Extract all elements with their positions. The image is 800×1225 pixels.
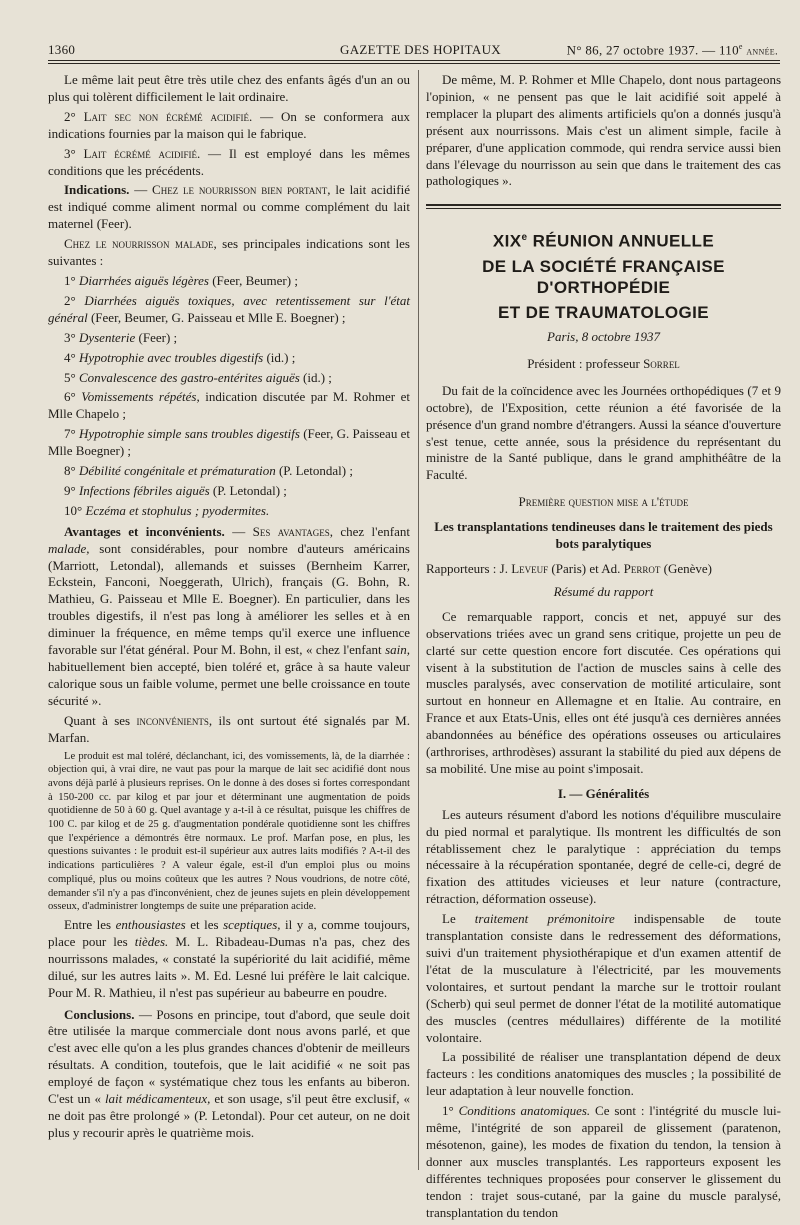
section-heading: Indications. [64,182,130,198]
meeting-title-line2: DE LA SOCIÉTÉ FRANÇAISE D'ORTHOPÉDIE [482,257,725,297]
rapporteurs: Rapporteurs : J. Leveuf (Paris) et Ad. Perrot (Genève) [426,560,712,576]
right-column [426,72,781,1225]
paragraph: 1° Conditions anatomiques. Ce sont : l'intégrité du muscle lui-même, l'intégrité de son appareil de glissement (paratenon, mésotenon, gaine), les modes de fixation du tendon, la tension à donner aux muscles transplantés. Les rapporteurs exposent les différentes techniques proposées pour conserver le glissement du tendon : trajet sous-cutané, par la gaine du muscle paralysé, transplantation du tendon [426,1103,781,1220]
header-rule-thin [48,63,780,64]
paragraph: Le même lait peut être très utile chez des enfants âgés d'un an ou plus qui tolèrent difficilement le lait ordinaire. [48,72,410,104]
indication-item: 4° Hypotrophie avec troubles digestifs (id.) ; [64,349,296,365]
paragraph: 3° Lait écrémé acidifié. — Il est employé dans les mêmes conditions que les précédents. [48,145,410,178]
meeting-title-line1: XIXe RÉUNION ANNUELLE [492,232,715,251]
paragraph: Chez le nourrisson malade, ses principales indications sont les suivantes : [48,236,410,269]
indication-item: 10° Eczéma et stophulus ; pyodermites. [64,502,270,518]
meeting-title-line3: ET DE TRAUMATOLOGIE [498,303,709,322]
small-print-paragraph: Le produit est mal toléré, déclanchant, ici, des vomissements, là, de la diarrhée : objection qui, à vrai dire, ne vaut pas pour la marque de lait sec acidifié dont nous avons déjà parlé à plusieurs reprises. On le donne à des doses si fortes correspondant à 150-200 cc. par kilog et par jour et déterminant une augmentation de poids quotidienne de 50 à 60 g. Quel avantage y a-t-il à ce résultat, puisque les chiffres de 100 C. par kilog et de 25 g. d'augmentation pondérale quotidienne sont les chiffres que l'expérience a démontrés être normaux. Le prof. Marfan pose, en plus, les questions suivantes : le produit est-il supérieur aux autres laits modifiés ? A-t-il des indications particulières ? A valeur égale, est-il d'un emploi plus ou moins compliqué, plus ou moins coûteux que les autres ? Nous voudrions, de notre côté, demander s'il n'y a pas d'inconvénient, chez de jeunes sujets en plein développement osseux, d'administrer longtemps de suite une préparation acide. [48,750,410,913]
issue-info: N° 86, 27 octobre 1937. — 110e année. [566,42,778,58]
paragraph: Du fait de la coïncidence avec les Journées orthopédiques (7 et 9 octobre), de l'Exposition, cette réunion a été favorisée de la présence d'un grand nombre d'étrangers. Aussi la séance d'ouverture s'est tenue, cette année, sous la présidence du représentant du ministre de la Santé publique, dans le grand amphithéâtre de la Faculté. [426,382,781,483]
indication-item: 2° Diarrhées aiguës toxiques, avec retentissement sur l'état général (Feer, Beumer, G. Paisseau et Mlle E. Boegner) ; [48,292,410,325]
indication-item: 7° Hypotrophie simple sans troubles digestifs (Feer, G. Paisseau et Mlle Boegner) ; [48,426,410,459]
indication-item: 6° Vomissements répétés, indication discutée par M. Rohmer et Mlle Chapelo ; [48,389,410,422]
page-header [48,38,778,60]
paragraph: 2° Lait sec non écrémé acidifié. — On se conformera aux indications fournies par la maison qui le fabrique. [48,108,410,141]
paragraph: La possibilité de réaliser une transplantation dépend de deux facteurs : les conditions anatomiques des muscles ; la possibilité de leur adaptation à leur nouvelle fonction. [426,1049,781,1099]
paragraph: Les auteurs résument d'abord les notions d'équilibre musculaire du pied normal et paralytique. Ils montrent les difficultés de son rétablissement chez le paralytique : appréciation du temps nécessaire à la récupération spontanée, degré de celle-ci, degré de fixation des attitudes vicieuses et leur nature (contracture, rétraction, déformation osseuse). [426,806,781,907]
indication-item: 8° Débilité congénitale et prématuration (P. Letondal) ; [64,463,353,479]
paragraph: Indications. — Chez le nourrisson bien portant, le lait acidifié est indiqué comme aliment normal ou comme complément du lait maternel (Feer). [48,182,410,232]
header-rule [48,60,780,61]
generalites-heading: I. — Généralités [557,785,650,801]
paragraph: Conclusions. — Posons en principe, tout d'abord, que seule doit être utilisée la marque commerciale dont nous avons parlé, et que c'est avec elle qu'on a les plus grandes chances d'obtenir de meilleurs résultats. A condition, toutefois, que le lait acidifié « ne soit pas employé de façon « systématique chez tous les enfants au biberon. C'est un « lait médicamenteux, et son usage, s'il peut être exclusif, « ne doit pas être prolongé » (P. Letondal). Pour cet auteur, on ne doit plus y recourir après le quatrième mois. [48,1006,410,1140]
section-rule [426,204,781,206]
paragraph: Avantages et inconvénients. — Ses avantages, chez l'enfant malade, sont considérables, pour nombre d'auteurs américains (Marriott, Letondal), allemands et suisses (Bernheim Karrer, Eckstein, Fanconi, Noeggerath, Ulrich), français (G. Bohn, R. Mathieu, G. Paisseau et Mlle E. Boegner). En particulier, dans les troubles digestifs, il n'est pas long à améliorer les selles et à en diminuer la fréquence, en même temps qu'il exerce une influence favorable sur l'état général. Pour M. Bohn, il est, « chez l'enfant sain, habituellement bien accepté, bien toléré et, grâce à sa haute valeur calorique sous un faible volume, permet une belle croissance en toute sécurité ». [48,523,410,708]
question-title: Les transplantations tendineuses dans le traitement des pieds bots paralytiques [434,519,773,552]
president: Président : professeur Sorrel [527,355,680,371]
paragraph: De même, M. P. Rohmer et Mlle Chapelo, dont nous partageons l'opinion, « ne pensent pas que le lait acidifié soit appelé à remplacer la plupart des aliments artificiels qu'on a donnés jusqu'à présent aux nourrissons. Mais c'est un aliment simple, facile à préparer, d'une application commode, qui rendra service aussi bien dans l'élevage du nourrisson au sein que dans le traitement des cas pathologiques ». [426,72,781,189]
column-divider [418,70,419,1170]
indication-item: 1° Diarrhées aiguës légères (Feer, Beumer) ; [64,272,298,288]
question-heading: Première question mise a l'étude [518,494,689,510]
indication-item: 9° Infections fébriles aiguës (P. Letondal) ; [64,482,287,498]
section-rule-thin [426,208,781,209]
meeting-header [426,227,781,372]
paragraph: Quant à ses inconvénients, ils ont surtout été signalés par M. Marfan. [48,712,410,745]
page-number: 1360 [48,42,76,57]
left-column [48,72,410,1145]
journal-title: GAZETTE DES HOPITAUX [340,42,501,57]
paragraph: Ce remarquable rapport, concis et net, appuyé sur des observations triées avec un grand sens critique, projette un peu de clarté sur cette question encore fort discutée. Ces opérations qui visent à la substitution de l'action de muscles sains à celle des muscles paralysés, avec conservation de motilité articulaire, sont surtout en honneur en Allemagne et en Italie. Au contraire, en France et aux Etats-Unis, elles ont été jusqu'à ces dernières années abandonnées au bénéfice des opérations osseuses ou articulaires (arthrorises, arthrodèses) assurant la stabilité du pied aux dépens de sa mobilité. Une mise au point s'imposait. [426,608,781,776]
place-date: Paris, 8 octobre 1937 [547,329,660,344]
indication-item: 5° Convalescence des gastro-entérites aiguës (id.) ; [64,369,332,385]
resume-heading: Résumé du rapport [553,583,654,599]
indication-item: 3° Dysenterie (Feer) ; [64,329,178,345]
section-heading: Conclusions. [64,1006,135,1022]
section-heading: Avantages et inconvénients. [64,523,225,539]
indications-list [48,273,410,520]
paragraph: Le traitement prémonitoire indispensable de toute transplantation consiste dans le redressement des déformations, suivi d'un traitement physiothérapique et d'un examen attentif de l'état de la musculature à l'électricité, par les mouvements volontaires, et surtout pendant la marche sur le trottoir roulant (Scherb) qui seul permet de donner l'état de la motilité automatique des muscles (centres médullaires) différente de la motilité volontaire. [426,911,781,1045]
paragraph: Entre les enthousiastes et les sceptiques, il y a, comme toujours, place pour les tièdes. M. L. Ribadeau-Dumas n'a pas, chez des nourrissons malades, « constaté la supériorité du lait acidifié, même dilué, sur les autres laits ». M. Ed. Lesné lui préfère le lait calcique. Pour M. R. Mathieu, il n'est pas supérieur au babeurre en poudre. [48,916,411,1000]
